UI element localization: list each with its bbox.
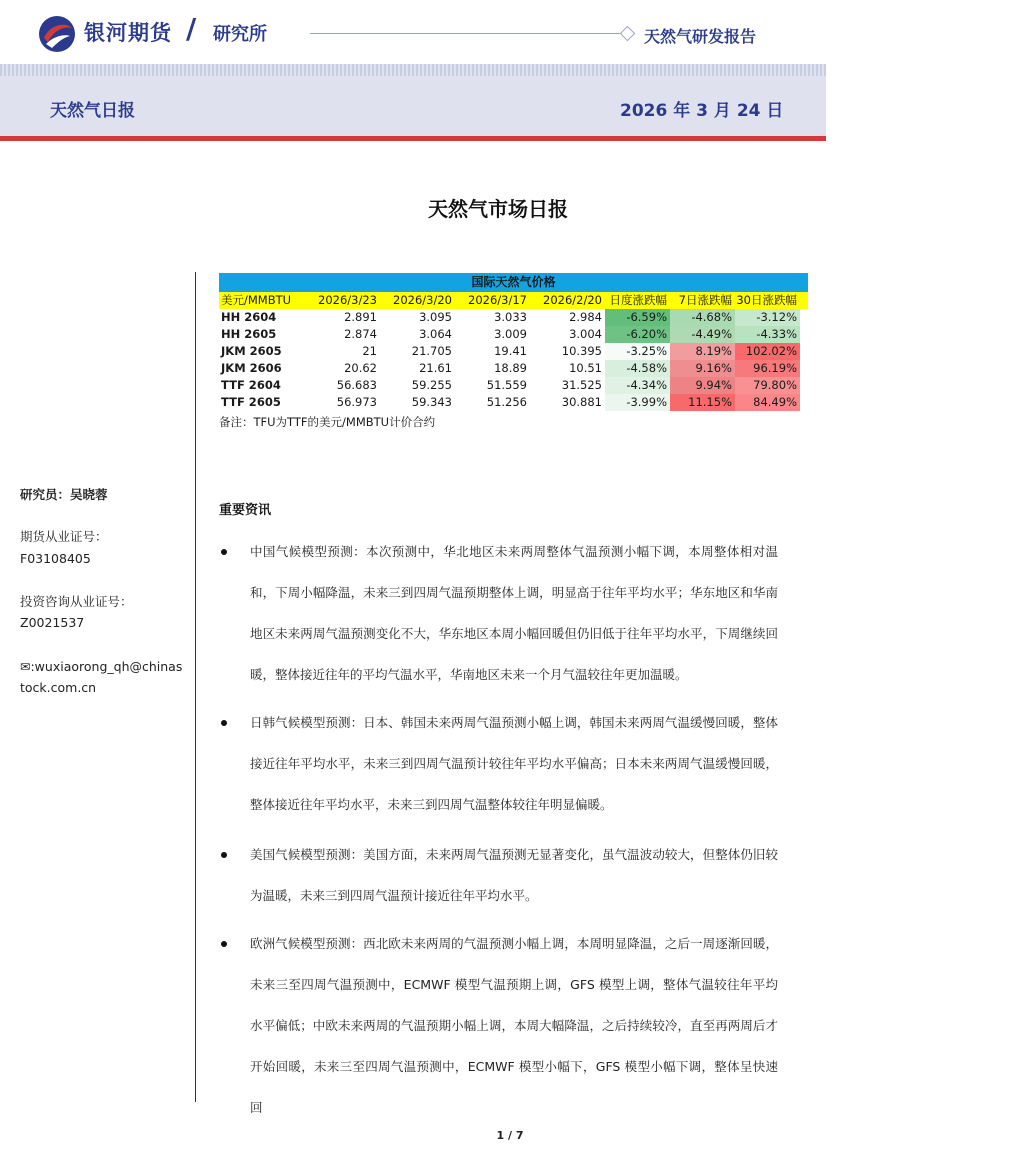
futures-cert-number: F03108405 (20, 551, 91, 566)
price-cell: 30.881 (561, 395, 602, 409)
contract-name-cell: HH 2605 (221, 327, 277, 341)
price-cell: 2.891 (344, 310, 377, 324)
table-row (219, 343, 808, 360)
table-header-cell: 2026/3/23 (318, 293, 377, 307)
price-cell: 20.62 (344, 361, 377, 375)
contract-name-cell: JKM 2606 (221, 361, 282, 375)
bullet-icon (221, 720, 227, 726)
report-date: 2026 年 3 月 24 日 (620, 101, 784, 121)
column-divider (195, 272, 196, 1102)
banner-title: 天然气日报 (50, 101, 135, 121)
price-cell: 18.89 (494, 361, 527, 375)
price-cell: 31.525 (561, 378, 602, 392)
price-cell: 21.61 (419, 361, 452, 375)
table-row (219, 394, 808, 411)
news-paragraph: 日韩气候模型预测：日本、韩国未来两周气温预测小幅上调，韩国未来两周气温缓慢回暖，整体接近往年平均水平，未来三到四周气温预计较往年平均水平偏高；日本未来两周气温缓慢回暖，整体接近往年平均水平，未来三到四周气温整体较往年明显偏暖。 (250, 715, 778, 812)
change-pct-cell: -4.58% (605, 360, 670, 377)
change-pct-cell: 9.94% (670, 377, 735, 394)
table-body (219, 309, 808, 411)
futures-cert-label: 期货从业证号： (20, 529, 108, 544)
price-cell: 3.064 (419, 327, 452, 341)
page-number: 1 / 7 (496, 1129, 524, 1142)
table-row (219, 309, 808, 326)
change-pct-cell: -6.59% (605, 309, 670, 326)
advisory-cert-number: Z0021537 (20, 615, 85, 630)
price-cell: 56.683 (336, 378, 377, 392)
change-pct-cell: 11.15% (670, 394, 735, 411)
email-line-1: ✉:wuxiaorong_qh@chinas (20, 659, 183, 674)
change-pct-cell: 8.19% (670, 343, 735, 360)
change-pct-cell: -4.34% (605, 377, 670, 394)
price-cell: 19.41 (494, 344, 527, 358)
section-title: 重要资讯 (219, 503, 272, 518)
price-cell: 3.009 (494, 327, 527, 341)
table-header-cell: 日度涨跌幅 (609, 293, 667, 307)
price-cell: 59.255 (411, 378, 452, 392)
logo-icon (36, 14, 78, 54)
bullet-icon (221, 941, 227, 947)
price-cell: 3.033 (494, 310, 527, 324)
change-pct-cell: 96.19% (735, 360, 800, 377)
banner-accent-line (0, 136, 826, 141)
change-pct-cell: 9.16% (670, 360, 735, 377)
change-pct-cell: -3.99% (605, 394, 670, 411)
diamond-icon (620, 26, 636, 42)
table-header-cell: 30日涨跌幅 (736, 293, 797, 307)
document-title: 天然气市场日报 (428, 197, 568, 221)
contract-name-cell: TTF 2604 (221, 378, 281, 392)
news-paragraph: 中国气候模型预测：本次预测中，华北地区未来两周整体气温预测小幅下调，本周整体相对温和，下周小幅降温，未来三到四周气温预期整体上调，明显高于往年平均水平；华东地区和华南地区未来两周气温预测变化不大，华东地区本周小幅回暖但仍旧低于往年平均水平，下周继续回暖，整体接近往年的平均气温水平，华南地区未来一个月气温较往年更加温暖。 (250, 544, 778, 682)
table-header-cell: 美元/MMBTU (221, 293, 292, 307)
change-pct-cell: -3.25% (605, 343, 670, 360)
table-header-cell: 2026/3/20 (393, 293, 452, 307)
change-pct-cell: -6.20% (605, 326, 670, 343)
table-header-cell: 2026/3/17 (468, 293, 527, 307)
table-header-cell: 7日涨跌幅 (678, 293, 732, 307)
researcher-name: 研究员：吴晓蓉 (20, 487, 108, 502)
department-name: 研究所 (213, 24, 267, 45)
price-cell: 3.004 (569, 327, 602, 341)
change-pct-cell: -4.68% (670, 309, 735, 326)
header-slash: / (186, 12, 197, 45)
table-note: 备注：TFU为TTF的美元/MMBTU计价合约 (219, 415, 436, 429)
header-stripe (0, 64, 826, 76)
brand-name: 银河期货 (84, 21, 172, 45)
price-cell: 3.095 (419, 310, 452, 324)
bullet-icon (221, 852, 227, 858)
change-pct-cell: -4.49% (670, 326, 735, 343)
change-pct-cell: 84.49% (735, 394, 800, 411)
price-cell: 21.705 (411, 344, 452, 358)
bullet-icon (221, 549, 227, 555)
header-rule (310, 33, 628, 34)
contract-name-cell: TTF 2605 (221, 395, 281, 409)
contract-name-cell: HH 2604 (221, 310, 277, 324)
report-type: 天然气研发报告 (644, 27, 757, 46)
price-cell: 59.343 (411, 395, 452, 409)
price-cell: 2.874 (344, 327, 377, 341)
price-cell: 21 (362, 344, 377, 358)
change-pct-cell: 79.80% (735, 377, 800, 394)
advisory-cert-label: 投资咨询从业证号： (20, 594, 133, 609)
table-title: 国际天然气价格 (219, 273, 808, 292)
price-cell: 10.395 (561, 344, 602, 358)
table-header-cell: 2026/2/20 (543, 293, 602, 307)
price-cell: 2.984 (569, 310, 602, 324)
change-pct-cell: -4.33% (735, 326, 800, 343)
news-paragraph: 欧洲气候模型预测：西北欧未来两周的气温预测小幅上调，本周明显降温，之后一周逐渐回暖，未来三至四周气温预测中，ECMWF 模型气温预期上调，GFS 模型上调，整体气温较往年平均水平偏低；中欧未来两周的气温预期小幅上调，本周大幅降温，之后持续较冷，直至再两周后才开始回暖，未来三至四周气温预测中，ECMWF 模型小幅下，GFS 模型小幅下调，整体呈快速回 (250, 936, 778, 1115)
price-table (219, 273, 808, 430)
change-pct-cell: -3.12% (735, 309, 800, 326)
price-cell: 51.559 (486, 378, 527, 392)
email-line-2: tock.com.cn (20, 680, 97, 695)
price-cell: 51.256 (486, 395, 527, 409)
table-header-row (219, 292, 808, 309)
table-row (219, 377, 808, 394)
change-pct-cell: 102.02% (735, 343, 800, 360)
price-cell: 56.973 (336, 395, 377, 409)
price-cell: 10.51 (569, 361, 602, 375)
news-paragraph: 美国气候模型预测：美国方面，未来两周气温预测无显著变化，虽气温波动较大，但整体仍旧较为温暖，未来三到四周气温预计接近往年平均水平。 (250, 847, 778, 903)
table-row (219, 326, 808, 343)
table-row (219, 360, 808, 377)
contract-name-cell: JKM 2605 (221, 344, 282, 358)
